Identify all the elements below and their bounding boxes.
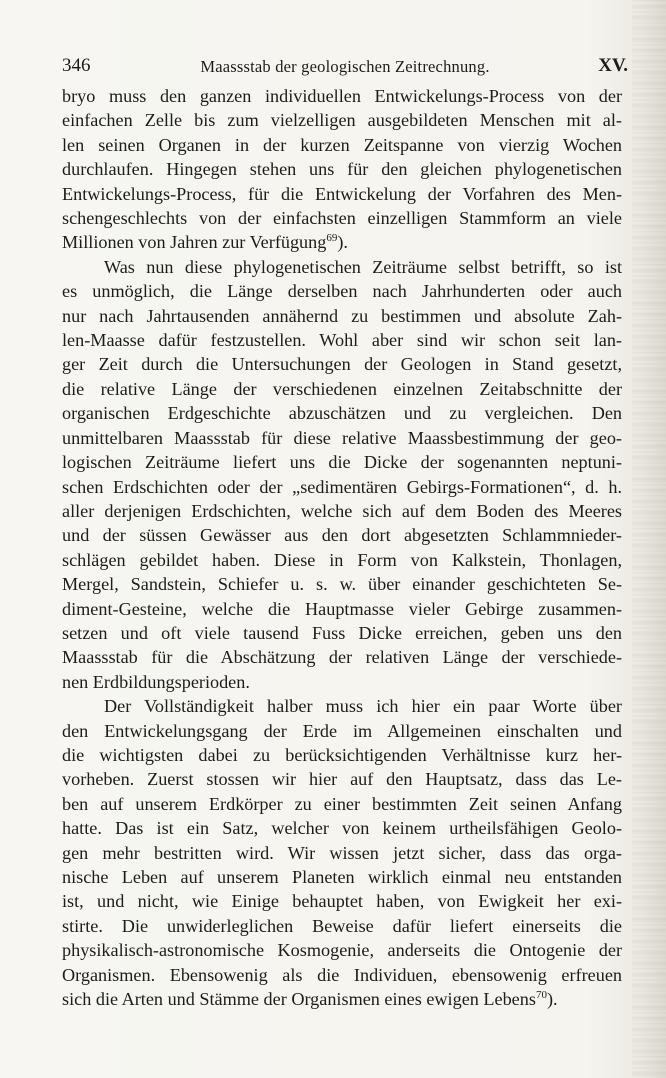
text-line: Der Vollständigkeit halber muss ich hier ein paar Worte über — [104, 696, 622, 717]
text-line: den Entwickelungsgang der Erde im Allgemeinen einschalten und — [62, 720, 622, 741]
text-line: len-Maasse dafür festzustellen. Wohl aber sind wir schon seit lan- — [62, 330, 622, 351]
page-number: 346 — [62, 55, 91, 76]
text-line: durchlaufen. Hingegen stehen uns für den gleichen phylogenetischen — [62, 159, 622, 180]
text-line: gen mehr bestritten wird. Wir wissen jetzt sicher, dass das orga- — [62, 842, 622, 863]
text-line: ist, und nicht, wie Einige behauptet haben, von Ewigkeit her exi- — [62, 891, 622, 912]
text-line: setzen und oft viele tausend Fuss Dicke erreichen, geben uns den — [62, 622, 622, 643]
text-run: ). — [337, 232, 348, 253]
text-line: und der süssen Gewässer aus den dort abgesetzten Schlammnieder- — [62, 525, 622, 546]
text-line: unmittelbaren Maassstab für diese relative Maassbestimmung der geo- — [62, 427, 622, 448]
text-line: die relative Länge der verschiedenen einzelnen Zeitabschnitte der — [62, 378, 622, 399]
footnote-reference: 69 — [326, 232, 338, 245]
text-run: ). — [546, 989, 558, 1010]
paragraph — [62, 255, 622, 694]
text-line: Was nun diese phylogenetischen Zeiträume selbst betrifft, so ist — [104, 256, 622, 277]
text-line: bryo muss den ganzen individuellen Entwickelungs-Process von der — [62, 86, 622, 106]
paragraph — [62, 84, 622, 255]
text-line: vorheben. Zuerst stossen wir hier auf den Hauptsatz, dass das Le- — [62, 769, 622, 790]
text-line: logischen Zeiträume liefert uns die Dicke der sogenannten neptuni- — [62, 452, 622, 473]
text-line: es unmöglich, die Länge derselben nach Jahrhunderten oder auch — [62, 281, 622, 302]
text-line: Entwickelungs-Process, für die Entwickelung der Vorfahren des Men- — [62, 183, 622, 204]
text-line: Maassstab für die Abschätzung der relativen Länge der verschiede- — [62, 647, 622, 668]
running-title: Maassstab der geologischen Zeitrechnung. — [200, 57, 490, 76]
text-line: stirte. Die unwiderleglichen Beweise dafür liefert einerseits die — [62, 915, 622, 936]
paragraph — [62, 694, 622, 1011]
text-line: physikalisch-astronomische Kosmogenie, anderseits die Ontogenie der — [62, 940, 622, 961]
text-line: einfachen Zelle bis zum vielzelligen ausgebildeten Menschen mit al- — [62, 110, 622, 131]
running-header — [62, 55, 628, 83]
text-line: aller derjenigen Erdschichten, welche sich auf dem Boden des Meeres — [62, 500, 622, 521]
text-line: nur nach Jahrtausenden annähernd zu bestimmen und absolute Zah- — [62, 305, 622, 326]
footnote-reference: 70 — [535, 988, 547, 1001]
text-line: nische Leben auf unserem Planeten wirklich einmal neu entstanden — [62, 867, 622, 887]
text-line: Mergel, Sandstein, Schiefer u. s. w. über einander geschichteten Se- — [62, 574, 622, 595]
text-line: hatte. Das ist ein Satz, welcher von keinem urtheilsfähigen Geolo- — [62, 818, 622, 839]
text-line: schengeschlechts von der einfachsten einzelligen Stammform an viele — [62, 208, 622, 229]
text-run: Millionen von Jahren zur Verfügung — [62, 232, 327, 253]
chapter-number: XV. — [598, 55, 628, 76]
text-line — [62, 987, 622, 1011]
text-line: Organismen. Ebensowenig als die Individuen, ebensowenig erfreuen — [62, 964, 622, 985]
body-text — [62, 84, 622, 1011]
text-line: organischen Erdgeschichte abzuschätzen und zu vergleichen. Den — [62, 403, 622, 424]
text-line: schen Erdschichten oder der „sedimentären Gebirgs-Formationen“, d. h. — [62, 476, 622, 497]
text-line: ger Zeit durch die Untersuchungen der Geologen in Stand gesetzt, — [62, 354, 622, 375]
page-edge-shading — [632, 0, 666, 1078]
text-line: ben auf unserem Erdkörper zu einer bestimmten Zeit seinen Anfang — [62, 793, 622, 814]
text-line: len seinen Organen in der kurzen Zeitspanne von vierzig Wochen — [62, 134, 622, 155]
text-line — [62, 230, 622, 254]
text-line: schlägen gebildet haben. Diese in Form von Kalkstein, Thonlagen, — [62, 549, 622, 570]
text-run: sich die Arten und Stämme der Organismen eines ewigen Lebens — [62, 989, 536, 1010]
text-line: nen Erdbildungsperioden. — [62, 671, 250, 692]
text-line: die wichtigsten dabei zu berücksichtigenden Verhältnisse kurz her- — [62, 744, 622, 765]
text-line: diment-Gesteine, welche die Hauptmasse vieler Gebirge zusammen- — [62, 598, 622, 619]
